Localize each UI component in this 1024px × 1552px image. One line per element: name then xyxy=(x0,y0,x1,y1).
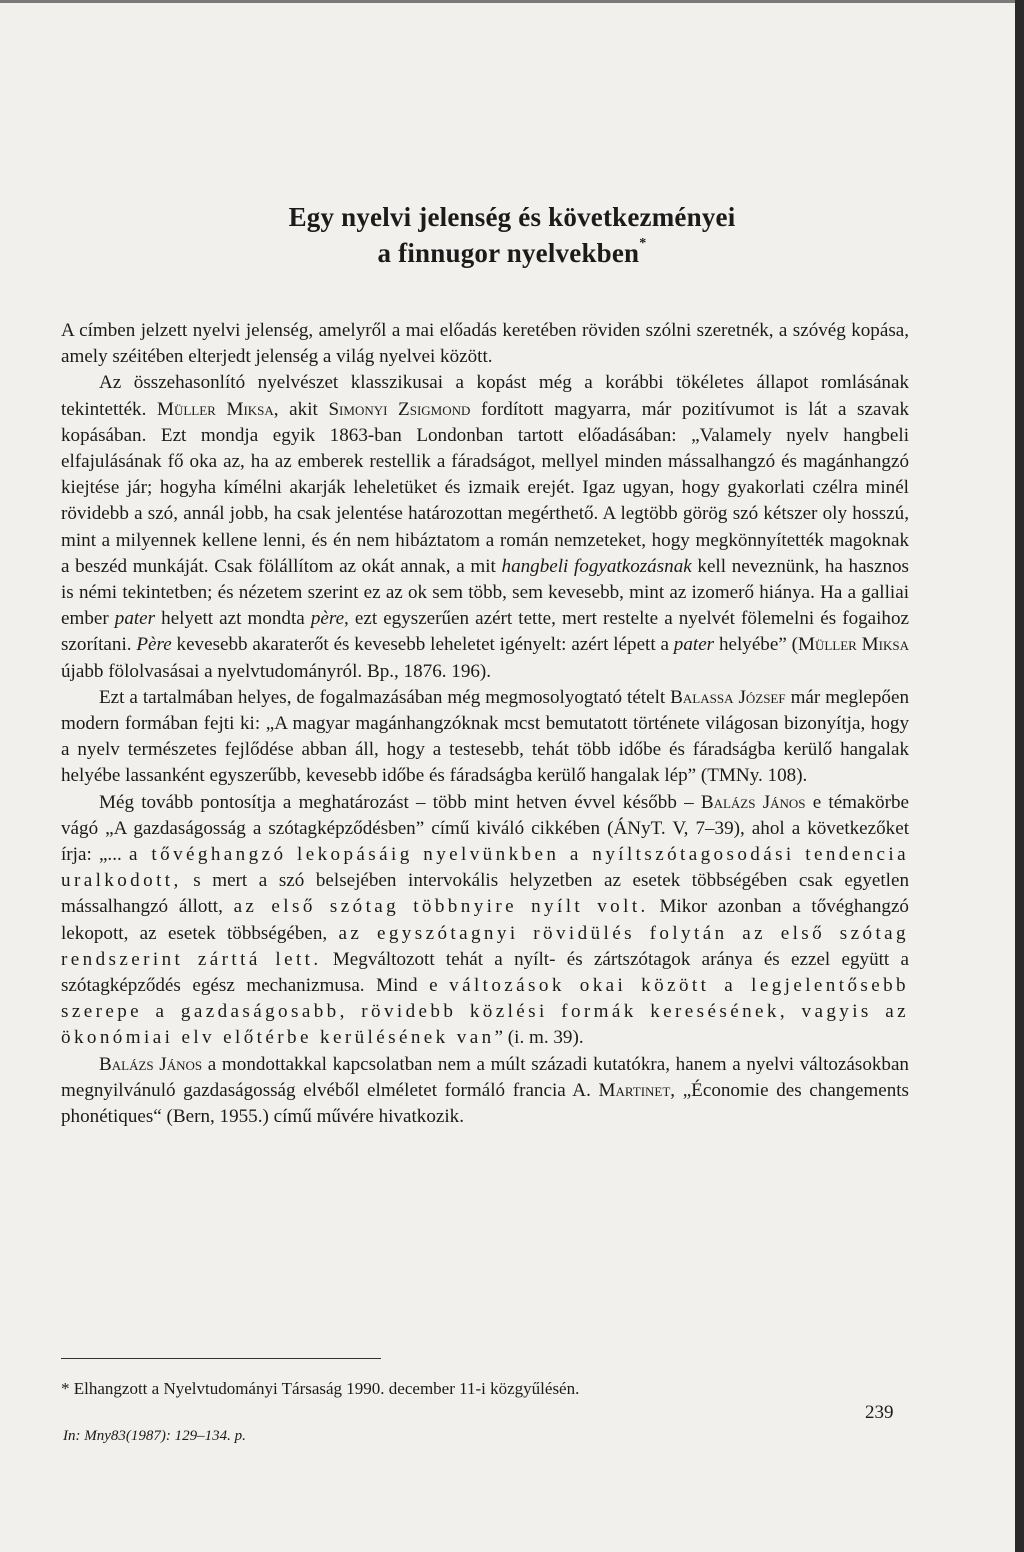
italic-term: hangbeli fogyatkozásnak xyxy=(501,555,692,577)
italic-term: pater xyxy=(114,608,156,630)
p5-text-b: , „Économie des changements phonétiques“ (Bern, 1955.) című művére hivatkozik. xyxy=(61,1079,909,1128)
p4-text-f: ” (i. m. 39). xyxy=(494,1027,584,1049)
author-name: Martinet xyxy=(598,1079,671,1101)
paragraph-2 xyxy=(61,370,909,684)
italic-term: père xyxy=(310,608,345,630)
p2-text-a: Az összehasonlító nyelvészet klasszikusai a kopást még a korábbi tökéletes állapot romlásának tekintették. xyxy=(61,372,909,420)
p1-text: A címben jelzett nyelvi jelenség, amelyről a mai előadás keretében röviden szólni szeretnék, a szóvég kopása, amely széitében elterjedt jelenség a világ nyelvei között. xyxy=(61,320,909,368)
p2-text-d: kell neveznünk, ha hasznos is némi tekintetben; és nézetem szerint ez az ok sem több, sem kevesebb, mint az izomerő hiánya. Ha a galliai ember xyxy=(61,555,909,630)
spaced-emphasis: a tővéghangzó lekopásáig nyelvünkben a nyíltszótagosodási tendencia uralkodott, xyxy=(61,844,909,892)
paragraph-4 xyxy=(61,790,909,1052)
author-name: Balassa József xyxy=(670,686,786,708)
page-number: 239 xyxy=(865,1402,894,1423)
p2-text-h: helyébe” ( xyxy=(714,634,798,656)
footnote-marker: * xyxy=(639,236,647,251)
p4-text-c: s mert a szó belsejében intervokális helyzetben az esetek többségében csak egyetlen mássalhangzó állott, xyxy=(61,870,909,918)
article-title-line1: Egy nyelvi jelenség és következményei xyxy=(288,202,736,232)
article-title-line2 xyxy=(0,238,1024,269)
p2-text-f: , ezt egyszerűen azért tette, mert restelte a nyelvét fölemelni és fogaihoz szorítani. xyxy=(61,608,910,656)
p2-text-c: fordított magyarra, már pozitívumot is lát a szavak kopásában. Ezt mondja egyik 1863-ban Londonban tartott előadásában: „Valamely nyelv hangbeli elfajulásának fő oka az, ha az emberek restellik a fáradságot, mellyel minden mássalhangzó és magánhangzó kiejtése jár; hogyha kímélni akarják leheletüket és izmaik erejét. Igaz ugyan, hogy gyakorlati czélra minél rövidebb a szó, annál jobb, ha csak jelentése határozottan megérthető. A legtöbb görög szó kétszer oly hosszú, mint a milyennek kellene lenni, és én nem hibáztatom a román nemzeteket, hogy megkönnyítették magoknak a beszéd munkáját. Csak fölállítom az okát annak, a mit xyxy=(61,398,910,577)
spaced-emphasis: az első szótag többnyire nyílt volt. xyxy=(233,896,649,918)
author-name: Simonyi Zsigmond xyxy=(328,398,471,420)
p4-text-a: Még tovább pontosítja a meghatározást – több mint hetven évvel később – xyxy=(99,791,701,813)
italic-term: Père xyxy=(136,634,172,656)
source-citation: In: Mny83(1987): 129–134. p. xyxy=(63,1428,246,1444)
paragraph-1 xyxy=(61,318,909,370)
paragraph-3 xyxy=(61,685,909,790)
p4-text-e: Megváltozott tehát a nyílt- és zártszótagok aránya és ezzel együtt a szótagképződés egész mechanizmusa. Mind e xyxy=(61,948,909,997)
author-name: Müller Miksa xyxy=(156,398,274,420)
footnote: * Elhangzott a Nyelvtudományi Társaság 1990. december 11-i közgyűlésén. xyxy=(61,1379,580,1398)
p2-text-i: újabb fölolvasásai a nyelvtudományról. Bp., 1876. 196). xyxy=(61,660,492,682)
article-title-line2-text: a finnugor nyelvekben xyxy=(377,238,640,268)
author-name: Müller Miksa xyxy=(797,634,909,656)
p4-text-d: Mikor azonban a tővéghangzó lekopott, az esetek többségében, xyxy=(61,896,909,944)
article-body xyxy=(61,318,909,1130)
italic-term: pater xyxy=(673,634,715,656)
spaced-emphasis: változások okai között a legjelentősebb szerepe a gazdaságosabb, rövidebb közlési formák keresésének, vagyis az ökonómiai elv előtérbe kerülésének van xyxy=(61,975,909,1049)
p2-text-g: kevesebb akaraterőt és kevesebb leheletet igényelt: azért lépett a xyxy=(171,634,674,656)
p2-text-e: helyett azt mondta xyxy=(155,608,311,630)
p5-text-a: a mondottakkal kapcsolatban nem a múlt századi kutatókra, hanem a nyelvi változásokban megnyilvánuló gazdaságosság elvéből elméletet formáló francia A. xyxy=(61,1053,909,1101)
author-name: Balázs János xyxy=(700,791,806,813)
p4-text-b: e témakörbe vágó „A gazdaságosság a szótagképződésben” című kiváló cikkében (ÁNyT. V, 7–39), ahol a következőket írja: „... xyxy=(61,791,909,866)
author-name: Balázs János xyxy=(99,1053,203,1075)
spaced-emphasis: az egyszótagnyi rövidülés folytán az első szótag rendszerint zárttá lett. xyxy=(61,922,909,970)
p2-text-b: , akit xyxy=(273,398,329,420)
p3-text-b: már meglepően modern formában fejti ki: „A magyar magánhangzóknak mcst bemutatott története világosan bizonyítja, hogy a nyelv természetes fejlődése abban áll, hogy a testesebb, tehát több időbe és fáradságba kerülő hangalak helyébe lassanként egyszerűbb, kevesebb időbe és fáradságba kerülő hangalak lép” (TMNy. 108). xyxy=(61,686,909,787)
p3-text-a: Ezt a tartalmában helyes, de fogalmazásában még megmosolyogtató tételt xyxy=(99,686,671,708)
footnote-rule xyxy=(61,1358,381,1359)
paragraph-5 xyxy=(61,1052,909,1131)
scan-top-edge xyxy=(0,0,1024,3)
